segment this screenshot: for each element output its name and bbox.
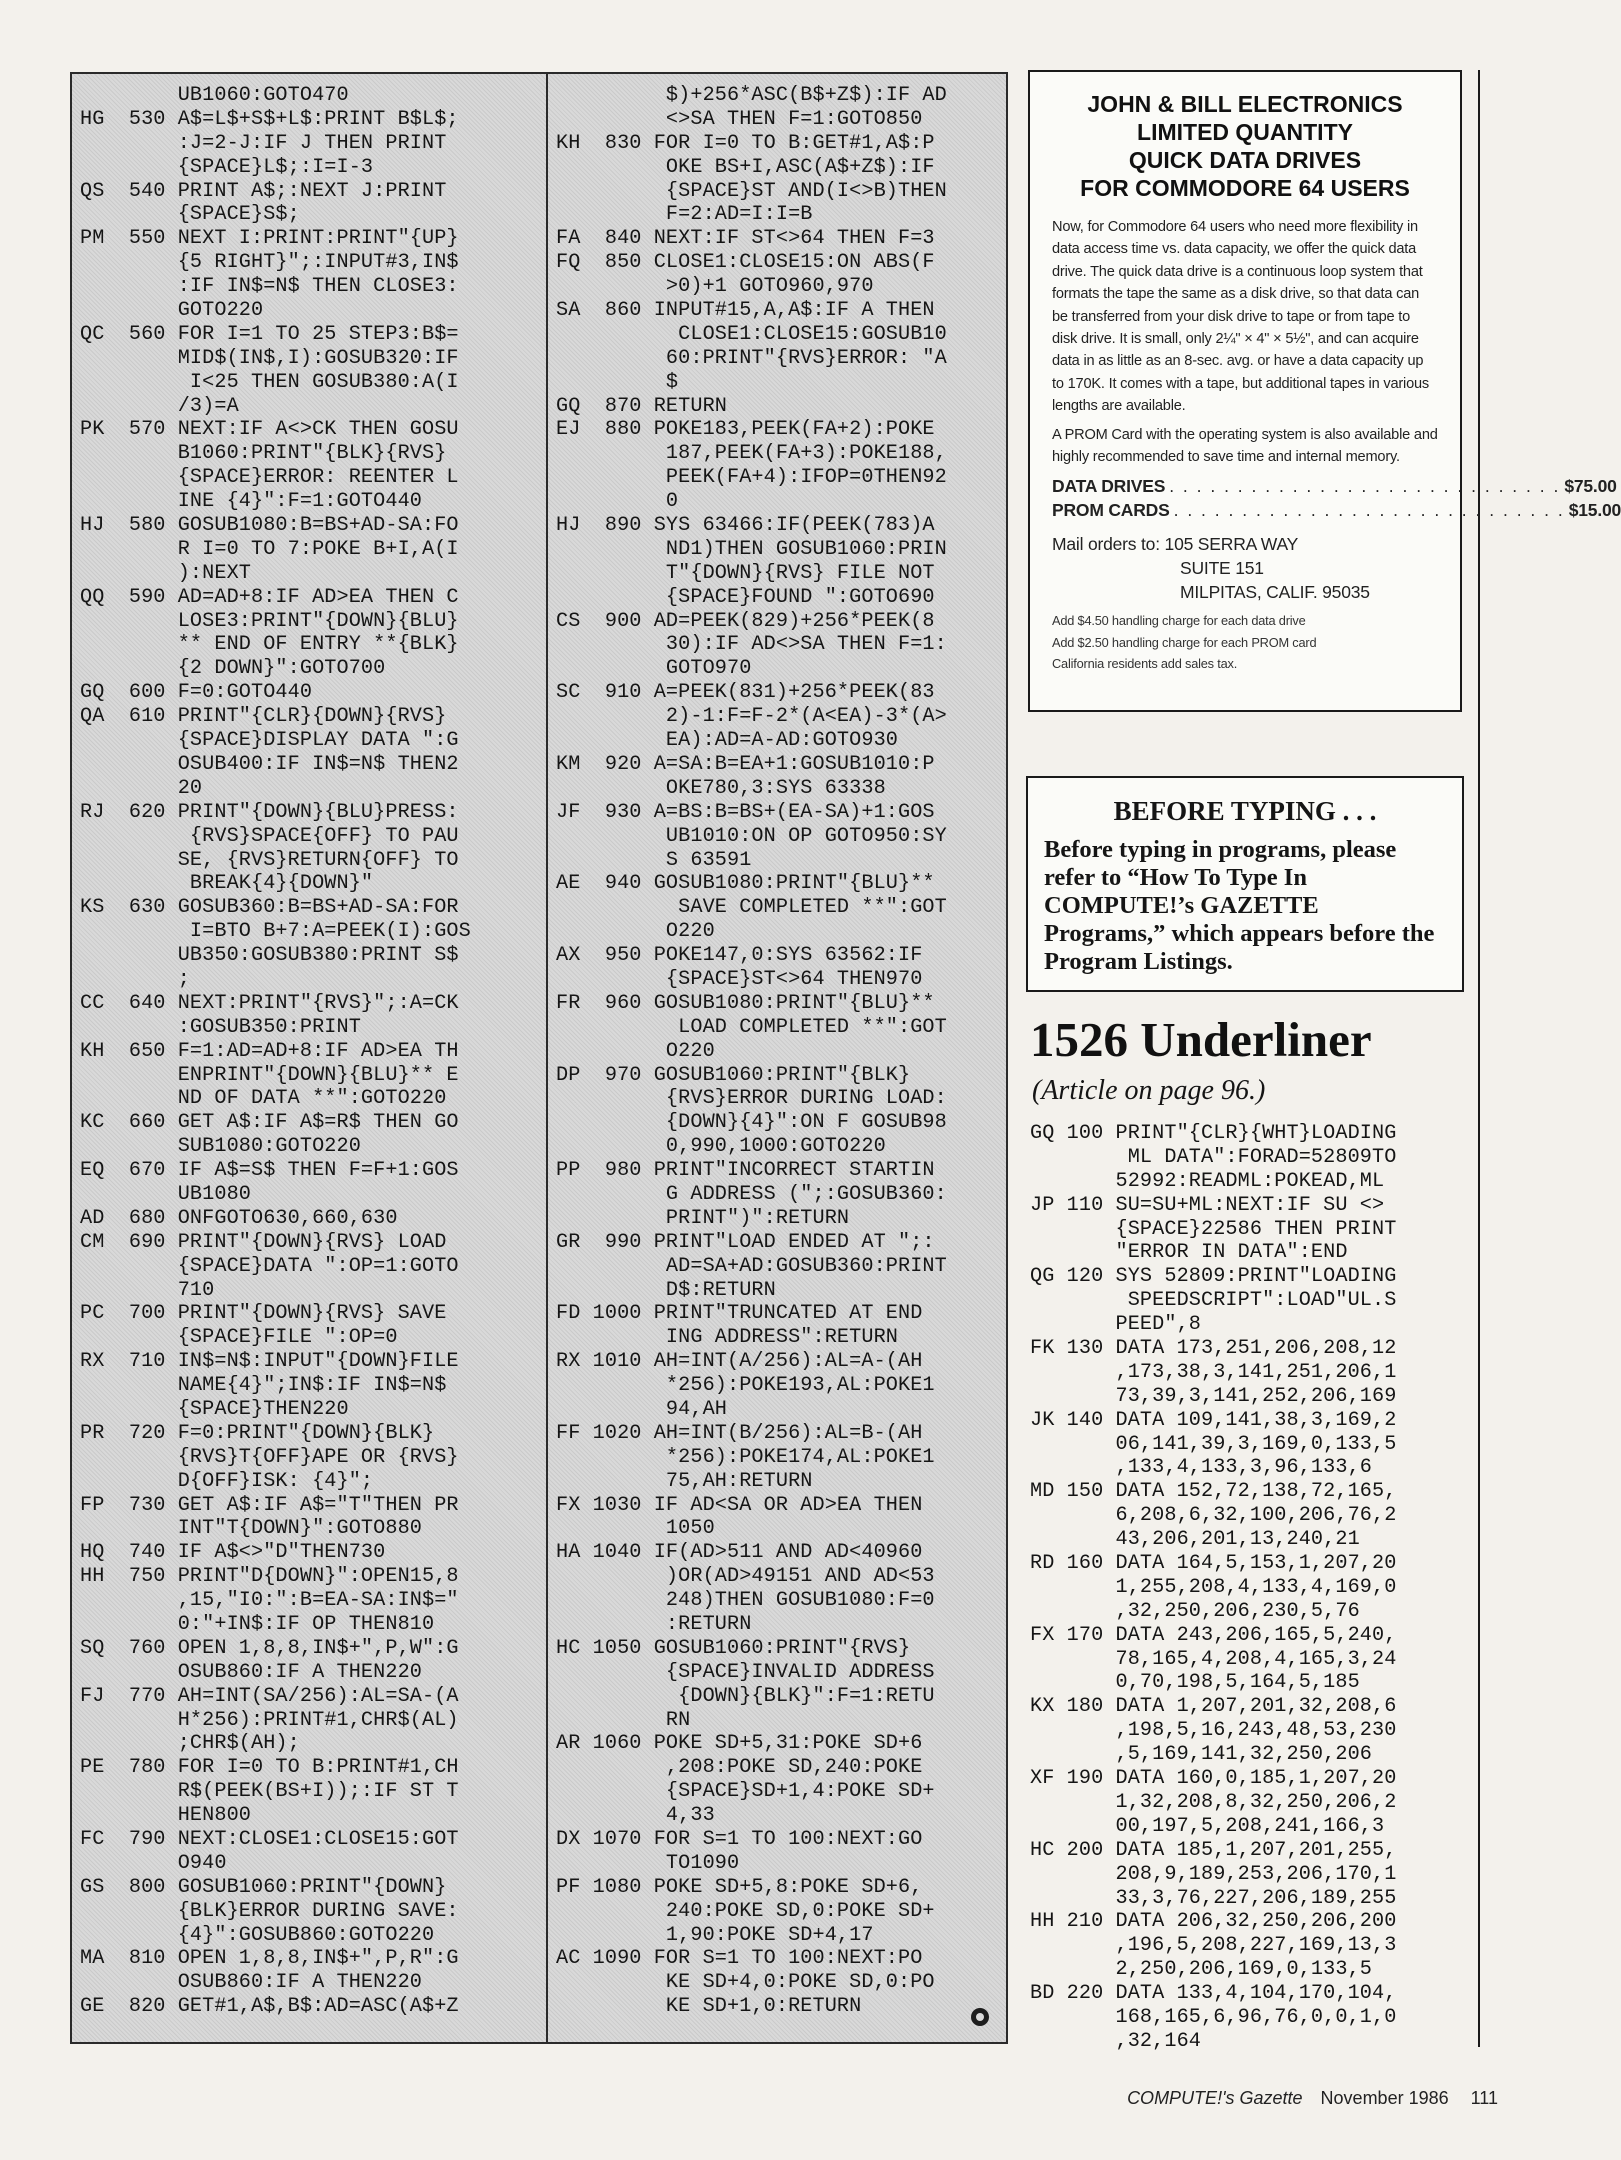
code-line: MID$(IN$,I):GOSUB320:IF (80, 346, 459, 370)
ad-note: Add $4.50 handling charge for each data drive (1052, 613, 1306, 629)
code-line: QS 540 PRINT A$;:NEXT J:PRINT (80, 179, 447, 203)
code-line: 2)-1:F=F-2*(A<EA)-3*(A> (556, 705, 947, 729)
code-line: OKE780,3:SYS 63338 (556, 776, 886, 800)
code-line: TO1090 (556, 1851, 740, 1875)
code-line: {RVS}T{OFF}APE OR {RVS} (80, 1445, 459, 1469)
price-value: $15.00 (1568, 500, 1621, 521)
article-title: 1526 Underliner (1030, 1012, 1372, 1067)
code-line: :RETURN (556, 1613, 752, 1636)
code-line: SC 910 A=PEEK(831)+256*PEEK(83 (556, 681, 935, 705)
code-line: 2,250,206,169,0,133,5 (1030, 1958, 1373, 1982)
price-label: DATA DRIVES (1052, 476, 1166, 497)
code-line: FR 960 GOSUB1080:PRINT"{BLU}** (556, 991, 935, 1015)
code-line: I<25 THEN GOSUB380:A(I (80, 370, 459, 394)
code-line: KC 660 GET A$:IF A$=R$ THEN GO (80, 1111, 459, 1135)
code-line: LOAD COMPLETED **":GOT (556, 1015, 947, 1039)
code-line: HC 200 DATA 185,1,207,201,255, (1030, 1838, 1397, 1862)
code-line: PRINT")":RETURN (556, 1206, 850, 1230)
code-line: H*256):PRINT#1,CHR$(AL) (80, 1708, 459, 1732)
code-line: DX 1070 FOR S=1 TO 100:NEXT:GO (556, 1828, 923, 1852)
code-line: PC 700 PRINT"{DOWN}{RVS} SAVE (80, 1302, 447, 1326)
code-line: GOTO220 (80, 299, 264, 323)
code-line: FF 1020 AH=INT(B/256):AL=B-(AH (556, 1421, 923, 1445)
code-line: XF 190 DATA 160,0,185,1,207,20 (1030, 1767, 1397, 1791)
code-line: T"{DOWN}{RVS} FILE NOT (556, 561, 935, 585)
article-reference: (Article on page 96.) (1032, 1075, 1266, 1106)
code-line: {SPACE}INVALID ADDRESS (556, 1660, 935, 1684)
code-line: {SPACE}ERROR: REENTER L (80, 466, 459, 490)
code-line: GE 820 GET#1,A$,B$:AD=ASC(A$+Z (80, 1995, 459, 2019)
code-line: FA 840 NEXT:IF ST<>64 THEN F=3 (556, 227, 935, 251)
code-line: {SPACE}ST<>64 THEN970 (556, 967, 923, 991)
code-line: {RVS}SPACE{OFF} TO PAU (80, 824, 459, 848)
code-line: 248)THEN GOSUB1080:F=0 (556, 1589, 935, 1613)
code-line: JP 110 SU=SU+ML:NEXT:IF SU <> (1030, 1193, 1385, 1217)
code-line: *256):POKE193,AL:POKE1 (556, 1374, 935, 1398)
code-line: ):NEXT (80, 561, 252, 585)
code-line: :GOSUB350:PRINT (80, 1015, 361, 1039)
code-line: OSUB400:IF IN$=N$ THEN2 (80, 752, 459, 776)
code-line: S 63591 (556, 848, 752, 872)
code-line: INE {4}":F=1:GOTO440 (80, 490, 423, 514)
code-line: CS 900 AD=PEEK(829)+256*PEEK(8 (556, 609, 935, 633)
code-line: NAME{4}";IN$:IF IN$=N$ (80, 1374, 447, 1398)
code-line: SA 860 INPUT#15,A,A$:IF A THEN (556, 299, 935, 323)
mail-label: Mail orders to: (1052, 534, 1160, 555)
before-typing-title: BEFORE TYPING . . . (1113, 796, 1377, 826)
code-line: 78,165,4,208,4,165,3,24 (1030, 1647, 1397, 1671)
code-line: *256):POKE174,AL:POKE1 (556, 1445, 935, 1469)
price-row-prom-cards (1052, 498, 1621, 522)
code-line: {SPACE}S$; (80, 203, 300, 227)
code-line: 710 (80, 1278, 215, 1302)
code-line: 1,90:POKE SD+4,17 (556, 1923, 874, 1947)
code-line: D$:RETURN (556, 1278, 776, 1302)
code-line: I=BTO B+7:A=PEEK(I):GOS (80, 920, 471, 944)
code-line: PE 780 FOR I=0 TO B:PRINT#1,CH (80, 1756, 459, 1780)
code-line: RJ 620 PRINT"{DOWN}{BLU}PRESS: (80, 800, 459, 824)
code-line: UB1080 (80, 1182, 252, 1206)
code-line: 00,197,5,208,241,166,3 (1030, 1814, 1385, 1838)
advertisement-box (1028, 70, 1621, 712)
page-number: 111 (1470, 2088, 1498, 2108)
code-line: SPEEDSCRIPT":LOAD"UL.S (1030, 1289, 1397, 1313)
ad-heading-line: QUICK DATA DRIVES (1128, 147, 1362, 173)
code-line: 4,33 (556, 1804, 715, 1828)
ad-notes (1052, 610, 1438, 675)
code-line: EA):AD=A-AD:GOTO930 (556, 729, 899, 753)
code-line: ;CHR$(AH); (80, 1732, 300, 1756)
code-line: )OR(AD>49151 AND AD<53 (556, 1565, 935, 1589)
code-line: CM 690 PRINT"{DOWN}{RVS} LOAD (80, 1230, 447, 1254)
code-line: 240:POKE SD,0:POKE SD+ (556, 1899, 935, 1923)
code-line: SE, {RVS}RETURN{OFF} TO (80, 848, 459, 872)
code-line: ,196,5,208,227,169,13,3 (1030, 1934, 1397, 1958)
code-line: KS 630 GOSUB360:B=BS+AD-SA:FOR (80, 896, 459, 920)
code-line: EJ 880 POKE183,PEEK(FA+2):POKE (556, 418, 935, 442)
code-line: KX 180 DATA 1,207,201,32,208,6 (1030, 1695, 1397, 1719)
code-line: OSUB860:IF A THEN220 (80, 1971, 423, 1995)
code-line: AD 680 ONFGOTO630,660,630 (80, 1206, 398, 1230)
code-line: D{OFF}ISK: {4}"; (80, 1469, 374, 1493)
code-line: AC 1090 FOR S=1 TO 100:NEXT:PO (556, 1947, 923, 1971)
code-line: {2 DOWN}":GOTO700 (80, 657, 386, 681)
code-line: ML DATA":FORAD=52809TO (1030, 1145, 1397, 1169)
code-line: KM 920 A=SA:B=EA+1:GOSUB1010:P (556, 752, 935, 776)
code-line: 1,255,208,4,133,4,169,0 (1030, 1575, 1397, 1599)
code-line: HH 210 DATA 206,32,250,206,200 (1030, 1910, 1397, 1934)
code-line: HJ 890 SYS 63466:IF(PEEK(783)A (556, 514, 935, 538)
code-line: 1,32,208,8,32,250,206,2 (1030, 1790, 1397, 1814)
code-line: FQ 850 CLOSE1:CLOSE15:ON ABS(F (556, 251, 935, 275)
code-line: KH 830 FOR I=0 TO B:GET#1,A$:P (556, 131, 935, 155)
code-line: 0:"+IN$:IF OP THEN810 (80, 1613, 435, 1636)
code-line: <>SA THEN F=1:GOTO850 (556, 107, 923, 131)
price-leader: . . . . . . . . . . . . . . . . . . . . . . . . . . . . . (1169, 476, 1561, 497)
code-line: MA 810 OPEN 1,8,8,IN$+",P,R":G (80, 1947, 459, 1971)
code-line: 60:PRINT"{RVS}ERROR: "A (556, 346, 947, 370)
code-line: {SPACE}ST AND(I<>B)THEN (556, 179, 947, 203)
code-line: OSUB860:IF A THEN220 (80, 1660, 423, 1684)
before-typing-box (1026, 776, 1464, 992)
code-line: ,15,"I0:":B=EA-SA:IN$=" (80, 1589, 459, 1613)
code-line: UB1010:ON OP GOTO950:SY (556, 824, 947, 848)
code-line: {SPACE}FOUND ":GOTO690 (556, 585, 935, 609)
address-line: MILPITAS, CALIF. 95035 (1180, 582, 1370, 603)
ad-heading-line: JOHN & BILL ELECTRONICS (1087, 91, 1403, 117)
ad-prom-note: A PROM Card with the operating system is also available and highly recommended to save time and internal memory. (1052, 426, 1438, 466)
code-line: PR 720 F=0:PRINT"{DOWN}{BLK} (80, 1421, 435, 1445)
issue-date: November 1986 (1320, 2088, 1449, 2108)
code-line: ING ADDRESS":RETURN (556, 1326, 899, 1350)
code-line: UB350:GOSUB380:PRINT S$ (80, 944, 459, 968)
code-line: FK 130 DATA 173,251,206,208,12 (1030, 1337, 1397, 1361)
code-line: {DOWN}{BLK}":F=1:RETU (556, 1684, 935, 1708)
code-line: GQ 600 F=0:GOTO440 (80, 681, 313, 705)
listing-column-3 (1030, 1122, 1396, 2054)
code-line: ,32,250,206,230,5,76 (1030, 1599, 1360, 1623)
code-line: QA 610 PRINT"{CLR}{DOWN}{RVS} (80, 705, 447, 729)
address-line: 105 SERRA WAY (1164, 534, 1299, 555)
code-line: FP 730 GET A$:IF A$="T"THEN PR (80, 1493, 459, 1517)
code-line: SAVE COMPLETED **":GOT (556, 896, 947, 920)
code-line: HC 1050 GOSUB1060:PRINT"{RVS} (556, 1636, 911, 1660)
ad-heading-line: LIMITED QUANTITY (1137, 119, 1353, 145)
listing-column-2 (556, 84, 947, 2019)
ad-heading (1052, 90, 1438, 202)
code-line: MD 150 DATA 152,72,138,72,165, (1030, 1480, 1397, 1504)
code-line: {SPACE}L$;:I=I-3 (80, 155, 374, 179)
code-line: 0 (556, 490, 679, 514)
magazine-name: COMPUTE!'s Gazette (1127, 2088, 1303, 2108)
code-line: PEEK(FA+4):IFOP=0THEN92 (556, 466, 947, 490)
code-line: $)+256*ASC(B$+Z$):IF AD (556, 84, 947, 107)
code-line: F=2:AD=I:I=B (556, 203, 813, 227)
code-line: ** END OF ENTRY **{BLK} (80, 633, 459, 657)
code-line: 52992:READML:POKEAD,ML (1030, 1169, 1385, 1193)
code-line: ,173,38,3,141,251,206,1 (1030, 1360, 1397, 1384)
code-line: {SPACE}THEN220 (80, 1397, 349, 1421)
code-line: ,32,164 (1030, 2029, 1202, 2053)
code-line: 187,PEEK(FA+3):POKE188, (556, 442, 947, 466)
code-line: AE 940 GOSUB1080:PRINT"{BLU}** (556, 872, 935, 896)
code-line: 30):IF AD<>SA THEN F=1: (556, 633, 947, 657)
code-line: FC 790 NEXT:CLOSE1:CLOSE15:GOT (80, 1828, 459, 1852)
code-line: KE SD+4,0:POKE SD,0:PO (556, 1971, 935, 1995)
code-line: JK 140 DATA 109,141,38,3,169,2 (1030, 1408, 1397, 1432)
column-divider (546, 72, 548, 2044)
code-line: RX 710 IN$=N$:INPUT"{DOWN}FILE (80, 1350, 459, 1374)
right-column-rule (1478, 70, 1480, 2047)
code-line: QC 560 FOR I=1 TO 25 STEP3:B$= (80, 322, 459, 346)
code-line: 43,206,201,13,240,21 (1030, 1528, 1360, 1552)
code-line: {RVS}ERROR DURING LOAD: (556, 1087, 947, 1111)
code-line: CLOSE1:CLOSE15:GOSUB10 (556, 322, 947, 346)
code-line: AD=SA+AD:GOSUB360:PRINT (556, 1254, 947, 1278)
code-line: :IF IN$=N$ THEN CLOSE3: (80, 275, 459, 299)
ad-note: Add $2.50 handling charge for each PROM card (1052, 634, 1317, 650)
code-line: CC 640 NEXT:PRINT"{RVS}";:A=CK (80, 991, 459, 1015)
code-line: O220 (556, 1039, 715, 1063)
code-line: AR 1060 POKE SD+5,31:POKE SD+6 (556, 1732, 923, 1756)
code-line: {4}":GOSUB860:GOTO220 (80, 1923, 435, 1947)
ad-body (1052, 216, 1621, 675)
code-line: O220 (556, 920, 715, 944)
ad-description: Now, for Commodore 64 users who need more flexibility in data access time vs. data capacity, we offer the quick data drive. The quick data drive is a continuous loop system that formats the tape the same as a disk drive, so that data can be transferred from your disk drive to tape or from tape to disk drive. It is small, only 2¼" × 4" × 5½", and can acquire data in as little as an 8-sec. avg. or have a data capacity up to 170K. It comes with a tape, but additional tapes in various lengths are available. (1052, 219, 1429, 415)
code-line: 6,208,6,32,100,206,76,2 (1030, 1504, 1397, 1528)
code-line: 06,141,39,3,169,0,133,5 (1030, 1432, 1397, 1456)
price-row-data-drives (1052, 474, 1617, 498)
code-line: INT"T{DOWN}":GOTO880 (80, 1517, 423, 1541)
code-line: >0)+1 GOTO960,970 (556, 275, 874, 299)
ad-heading-line: FOR COMMODORE 64 USERS (1080, 175, 1410, 201)
code-line: PK 570 NEXT:IF A<>CK THEN GOSU (80, 418, 459, 442)
code-line: 33,3,76,227,206,189,255 (1030, 1886, 1397, 1910)
code-line: RD 160 DATA 164,5,153,1,207,20 (1030, 1552, 1397, 1576)
code-line: R$(PEEK(BS+I));:IF ST T (80, 1780, 459, 1804)
code-line: 0,990,1000:GOTO220 (556, 1135, 886, 1159)
code-line: QQ 590 AD=AD+8:IF AD>EA THEN C (80, 585, 459, 609)
code-line: GQ 100 PRINT"{CLR}{WHT}LOADING (1030, 1122, 1397, 1145)
page-footer (1127, 2088, 1498, 2109)
code-line: FD 1000 PRINT"TRUNCATED AT END (556, 1302, 923, 1326)
code-line: 20 (80, 776, 203, 800)
code-line: ND1)THEN GOSUB1060:PRIN (556, 537, 947, 561)
code-line: G ADDRESS (";:GOSUB360: (556, 1182, 947, 1206)
code-line: GR 990 PRINT"LOAD ENDED AT ";: (556, 1230, 935, 1254)
code-line: OKE BS+I,ASC(A$+Z$):IF (556, 155, 935, 179)
code-line: $ (556, 370, 679, 394)
code-line: {DOWN}{4}":ON F GOSUB98 (556, 1111, 947, 1135)
code-line: 0,70,198,5,164,5,185 (1030, 1671, 1360, 1695)
code-line: AX 950 POKE147,0:SYS 63562:IF (556, 944, 923, 968)
price-value: $75.00 (1564, 476, 1617, 497)
code-line: HJ 580 GOSUB1080:B=BS+AD-SA:FO (80, 514, 459, 538)
code-line: FJ 770 AH=INT(SA/256):AL=SA-(A (80, 1684, 459, 1708)
code-line: GQ 870 RETURN (556, 394, 728, 418)
code-line: HH 750 PRINT"D{DOWN}":OPEN15,8 (80, 1565, 459, 1589)
price-label: PROM CARDS (1052, 500, 1170, 521)
code-line: EQ 670 IF A$=S$ THEN F=F+1:GOS (80, 1159, 459, 1183)
code-line: DP 970 GOSUB1060:PRINT"{BLK} (556, 1063, 911, 1087)
code-line: {SPACE}DATA ":OP=1:GOTO (80, 1254, 459, 1278)
code-line: 168,165,6,96,76,0,0,1,0 (1030, 2005, 1397, 2029)
code-line: RX 1010 AH=INT(A/256):AL=A-(AH (556, 1350, 923, 1374)
address-line: SUITE 151 (1180, 558, 1264, 579)
code-line: RN (556, 1708, 691, 1732)
mail-order-address (1052, 532, 1438, 604)
end-of-article-icon (971, 2008, 989, 2026)
code-line: JF 930 A=BS:B=BS+(EA-SA)+1:GOS (556, 800, 935, 824)
code-line: HA 1040 IF(AD>511 AND AD<40960 (556, 1541, 923, 1565)
code-line: FX 1030 IF AD<SA OR AD>EA THEN (556, 1493, 923, 1517)
code-line: BD 220 DATA 133,4,104,170,104, (1030, 1982, 1397, 2006)
code-line: HG 530 A$=L$+S$+L$:PRINT B$L$; (80, 107, 459, 131)
code-line: O940 (80, 1851, 227, 1875)
code-line: {5 RIGHT}";:INPUT#3,IN$ (80, 251, 459, 275)
code-line: 75,AH:RETURN (556, 1469, 813, 1493)
code-line: UB1060:GOTO470 (80, 84, 349, 107)
code-line: {SPACE}SD+1,4:POKE SD+ (556, 1780, 935, 1804)
price-leader: . . . . . . . . . . . . . . . . . . . . . . . . . . . . . (1173, 500, 1565, 521)
code-line: B1060:PRINT"{BLK}{RVS} (80, 442, 447, 466)
code-line: PF 1080 POKE SD+5,8:POKE SD+6, (556, 1875, 923, 1899)
code-line: HQ 740 IF A$<>"D"THEN730 (80, 1541, 386, 1565)
code-line: ND OF DATA **":GOTO220 (80, 1087, 447, 1111)
code-line: ,208:POKE SD,240:POKE (556, 1756, 923, 1780)
code-line: ,198,5,16,243,48,53,230 (1030, 1719, 1397, 1743)
ad-note: California residents add sales tax. (1052, 656, 1238, 672)
code-line: KH 650 F=1:AD=AD+8:IF AD>EA TH (80, 1039, 459, 1063)
code-line: QG 120 SYS 52809:PRINT"LOADING (1030, 1265, 1397, 1289)
code-line: FX 170 DATA 243,206,165,5,240, (1030, 1623, 1397, 1647)
code-line: ,5,169,141,32,250,206 (1030, 1743, 1373, 1767)
code-line: :J=2-J:IF J THEN PRINT (80, 131, 447, 155)
code-line: LOSE3:PRINT"{DOWN}{BLU} (80, 609, 459, 633)
code-line: {SPACE}DISPLAY DATA ":G (80, 729, 459, 753)
code-line: 208,9,189,253,206,170,1 (1030, 1862, 1397, 1886)
code-line: HEN800 (80, 1804, 252, 1828)
code-line: R I=0 TO 7:POKE B+I,A(I (80, 537, 459, 561)
code-line: GS 800 GOSUB1060:PRINT"{DOWN} (80, 1875, 447, 1899)
code-line: {SPACE}22586 THEN PRINT (1030, 1217, 1397, 1241)
code-line: {SPACE}FILE ":OP=0 (80, 1326, 398, 1350)
code-line: 73,39,3,141,252,206,169 (1030, 1384, 1397, 1408)
code-line: 1050 (556, 1517, 715, 1541)
code-line: KE SD+1,0:RETURN (556, 1995, 862, 2019)
code-line: SQ 760 OPEN 1,8,8,IN$+",P,W":G (80, 1636, 459, 1660)
code-line: PEED",8 (1030, 1313, 1202, 1337)
code-line: PM 550 NEXT I:PRINT:PRINT"{UP} (80, 227, 459, 251)
listing-column-1 (80, 84, 471, 2019)
code-line: ,133,4,133,3,96,133,6 (1030, 1456, 1373, 1480)
code-line: {BLK}ERROR DURING SAVE: (80, 1899, 459, 1923)
code-line: "ERROR IN DATA":END (1030, 1241, 1348, 1265)
code-line: PP 980 PRINT"INCORRECT STARTIN (556, 1159, 935, 1183)
code-line: GOTO970 (556, 657, 752, 681)
before-typing-text: Before typing in programs, please refer to “How To Type In COMPUTE!’s GAZETTE Programs,” which appears before the Program Listings. (1044, 836, 1435, 975)
code-line: /3)=A (80, 394, 239, 418)
code-line: ENPRINT"{DOWN}{BLU}** E (80, 1063, 459, 1087)
code-line: SUB1080:GOTO220 (80, 1135, 361, 1159)
code-line: BREAK{4}{DOWN}" (80, 872, 374, 896)
code-line: 94,AH (556, 1397, 728, 1421)
code-line: ; (80, 967, 190, 991)
